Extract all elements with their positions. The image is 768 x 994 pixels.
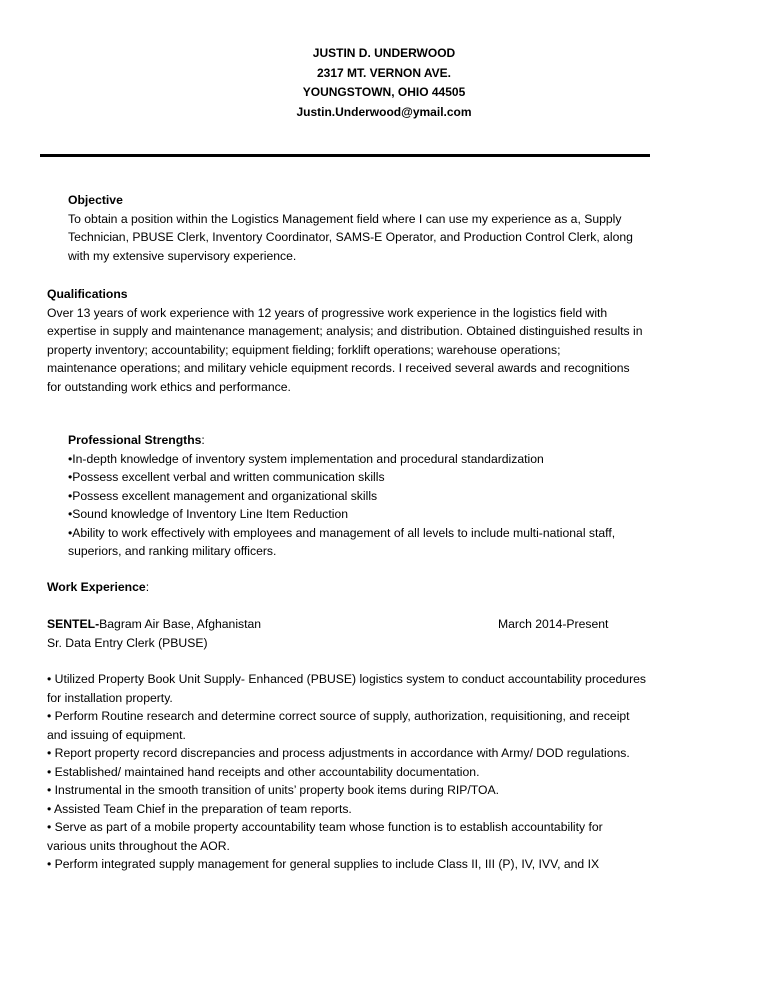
strengths-colon: :: [201, 433, 205, 447]
work-experience-heading: Work Experience: [47, 580, 146, 594]
job-duty-line: • Instrumental in the smooth transition of units’ property book items during RIP/TOA.: [47, 783, 500, 797]
job-duty-line: • Report property record discrepancies and process adjustments in accordance with Army/ DOD regulations.: [47, 746, 630, 760]
objective-heading: Objective: [68, 193, 123, 207]
qualifications-line: for outstanding work ethics and performance.: [47, 379, 291, 394]
job-duties: [47, 670, 646, 874]
city-state-zip: YOUNGSTOWN, OHIO 44505: [302, 85, 466, 99]
strength-item: •Ability to work effectively with employees and management of all levels to include multi-national staff,: [68, 525, 616, 540]
objective-line: with my extensive supervisory experience.: [68, 248, 297, 263]
job-company: SENTEL-: [47, 617, 100, 631]
strength-item: •Possess excellent verbal and written communication skills: [68, 470, 385, 484]
job-duty-line: • Assisted Team Chief in the preparation of team reports.: [47, 801, 352, 816]
job-duty-line: various units throughout the AOR.: [47, 838, 230, 853]
strength-item: •In-depth knowledge of inventory system implementation and procedural standardization: [68, 451, 544, 466]
objective-section: [68, 191, 633, 265]
work-experience-heading-row: [47, 578, 149, 597]
strengths-heading: Professional Strengths: [68, 433, 202, 447]
strength-item: superiors, and ranking military officers.: [68, 544, 277, 558]
job-title: Sr. Data Entry Clerk (PBUSE): [47, 635, 208, 650]
qualifications-section: [47, 285, 643, 396]
job-duty-line: and issuing of equipment.: [47, 727, 186, 742]
contact-header: [0, 44, 768, 122]
job-entry: [47, 615, 261, 652]
job-duty-line: • Perform Routine research and determine correct source of supply, authorization, requisitioning, and receipt: [47, 709, 630, 723]
header-divider: [40, 154, 650, 157]
job-duty-line: for installation property.: [47, 690, 173, 705]
job-dates: March 2014-Present: [498, 617, 609, 631]
qualifications-line: maintenance operations; and military vehicle equipment records. I received several awards and recognitions: [47, 361, 630, 375]
work-experience-colon: :: [145, 580, 150, 594]
job-duty-line: • Established/ maintained hand receipts and other accountability documentation.: [47, 764, 480, 779]
qualifications-heading: Qualifications: [47, 287, 128, 301]
objective-line: Technician, PBUSE Clerk, Inventory Coordinator, SAMS-E Operator, and Production Control Clerk, along: [68, 230, 633, 244]
qualifications-line: Over 13 years of work experience with 12 years of progressive work experience in the logistics field with: [47, 305, 608, 320]
qualifications-line: property inventory; accountability; equipment fielding; forklift operations; warehouse operations;: [47, 342, 561, 357]
strengths-section: [68, 431, 615, 561]
applicant-name: JUSTIN D. UNDERWOOD: [312, 46, 456, 60]
job-duty-line: • Utilized Property Book Unit Supply- Enhanced (PBUSE) logistics system to conduct accountability procedures: [47, 672, 647, 686]
street-address: 2317 MT. VERNON AVE.: [316, 65, 452, 80]
email-address: Justin.Underwood@ymail.com: [296, 104, 472, 119]
job-duty-line: • Perform integrated supply management for general supplies to include Class II, III (P), IV, IVV, and IX: [47, 857, 600, 871]
qualifications-line: expertise in supply and maintenance management; analysis; and distribution. Obtained distinguished results in: [47, 324, 643, 338]
objective-line: To obtain a position within the Logistics Management field where I can use my experience as a, Supply: [68, 211, 622, 226]
job-location: Bagram Air Base, Afghanistan: [99, 617, 262, 631]
strength-item: •Possess excellent management and organizational skills: [68, 488, 378, 503]
job-duty-line: • Serve as part of a mobile property accountability team whose function is to establish accountability for: [47, 820, 603, 834]
strength-item: •Sound knowledge of Inventory Line Item Reduction: [68, 507, 349, 521]
